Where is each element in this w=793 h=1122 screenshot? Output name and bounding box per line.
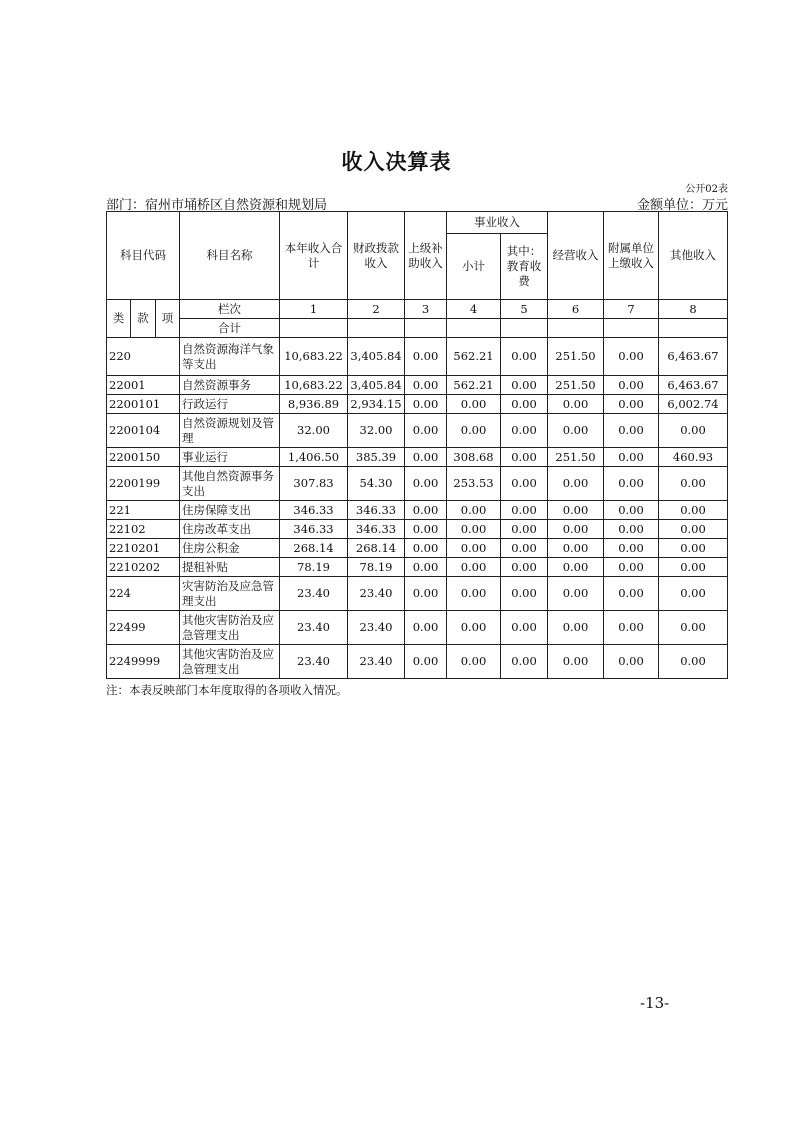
table-row (107, 414, 728, 448)
header-superior-subsidy: 上级补助收入 (405, 212, 447, 300)
amount-cell: 0.00 (405, 645, 447, 679)
amount-cell: 6,002.74 (659, 395, 728, 414)
amount-cell: 0.00 (501, 448, 548, 467)
amount-cell: 268.14 (348, 539, 405, 558)
subject-name-cell: 住房改革支出 (180, 520, 280, 539)
amount-cell: 251.50 (548, 338, 604, 376)
subject-code-cell: 2200199 (107, 467, 180, 501)
total-cell (659, 319, 728, 338)
table-row (107, 376, 728, 395)
amount-cell: 251.50 (548, 448, 604, 467)
amount-cell: 0.00 (659, 539, 728, 558)
amount-cell: 0.00 (548, 645, 604, 679)
column-number: 6 (548, 300, 604, 319)
amount-cell: 0.00 (548, 467, 604, 501)
amount-cell: 0.00 (501, 577, 548, 611)
amount-cell: 346.33 (280, 520, 348, 539)
amount-cell: 0.00 (447, 395, 501, 414)
amount-cell: 0.00 (405, 501, 447, 520)
subject-code-cell: 2210202 (107, 558, 180, 577)
amount-cell: 32.00 (280, 414, 348, 448)
table-row (107, 467, 728, 501)
amount-cell: 0.00 (604, 467, 659, 501)
amount-cell: 0.00 (604, 501, 659, 520)
subject-name-cell: 自然资源事务 (180, 376, 280, 395)
amount-cell: 6,463.67 (659, 376, 728, 395)
amount-cell: 23.40 (280, 577, 348, 611)
amount-cell: 0.00 (501, 645, 548, 679)
amount-cell: 0.00 (447, 501, 501, 520)
amount-cell: 0.00 (548, 611, 604, 645)
amount-cell: 0.00 (604, 539, 659, 558)
amount-cell: 0.00 (405, 376, 447, 395)
amount-cell: 0.00 (604, 577, 659, 611)
amount-cell: 0.00 (447, 577, 501, 611)
amount-cell: 0.00 (501, 520, 548, 539)
amount-cell: 0.00 (548, 501, 604, 520)
subject-code-cell: 2200101 (107, 395, 180, 414)
header-operating-income: 经营收入 (548, 212, 604, 300)
amount-cell: 0.00 (405, 539, 447, 558)
header-subject-code: 科目代码 (107, 212, 180, 300)
header-fiscal-allocation: 财政拨款收入 (348, 212, 405, 300)
table-row (107, 539, 728, 558)
subject-code-cell: 220 (107, 338, 180, 376)
amount-cell: 0.00 (447, 611, 501, 645)
amount-cell: 23.40 (280, 645, 348, 679)
amount-cell: 0.00 (405, 558, 447, 577)
total-cell (280, 319, 348, 338)
amount-cell: 0.00 (548, 539, 604, 558)
amount-cell: 10,683.22 (280, 376, 348, 395)
subject-code-cell: 22001 (107, 376, 180, 395)
total-cell (447, 319, 501, 338)
amount-cell: 0.00 (604, 376, 659, 395)
column-number: 5 (501, 300, 548, 319)
table-row (107, 577, 728, 611)
table-row (107, 520, 728, 539)
amount-cell: 0.00 (604, 611, 659, 645)
subject-name-cell: 事业运行 (180, 448, 280, 467)
header-education-fees: 其中：教育收费 (501, 234, 548, 300)
amount-cell: 0.00 (405, 577, 447, 611)
amount-cell: 0.00 (604, 448, 659, 467)
subject-code-cell: 2200104 (107, 414, 180, 448)
amount-cell: 0.00 (501, 467, 548, 501)
amount-cell: 0.00 (405, 414, 447, 448)
column-number: 3 (405, 300, 447, 319)
amount-cell: 0.00 (405, 395, 447, 414)
amount-cell: 78.19 (280, 558, 348, 577)
amount-cell: 0.00 (548, 520, 604, 539)
header-subject-name: 科目名称 (180, 212, 280, 300)
amount-cell: 0.00 (447, 539, 501, 558)
amount-cell: 23.40 (348, 577, 405, 611)
amount-cell: 0.00 (659, 577, 728, 611)
amount-unit-label: 金额单位：万元 (636, 198, 728, 213)
amount-cell: 0.00 (447, 558, 501, 577)
amount-cell: 308.68 (447, 448, 501, 467)
table-row (107, 611, 728, 645)
total-row-label: 合计 (180, 319, 280, 338)
column-number: 4 (447, 300, 501, 319)
amount-cell: 0.00 (659, 611, 728, 645)
amount-cell: 0.00 (604, 558, 659, 577)
amount-cell: 6,463.67 (659, 338, 728, 376)
header-xiang: 项 (156, 300, 180, 338)
amount-cell: 0.00 (659, 520, 728, 539)
subject-code-cell: 221 (107, 501, 180, 520)
amount-cell: 562.21 (447, 376, 501, 395)
subject-name-cell: 住房保障支出 (180, 501, 280, 520)
amount-cell: 23.40 (348, 645, 405, 679)
subject-name-cell: 灾害防治及应急管理支出 (180, 577, 280, 611)
amount-cell: 0.00 (405, 520, 447, 539)
column-number: 1 (280, 300, 348, 319)
department-label: 部门：宿州市埇桥区自然资源和规划局 (106, 198, 328, 213)
amount-cell: 10,683.22 (280, 338, 348, 376)
subject-code-cell: 224 (107, 577, 180, 611)
amount-cell: 0.00 (501, 501, 548, 520)
amount-cell: 0.00 (447, 520, 501, 539)
amount-cell: 460.93 (659, 448, 728, 467)
amount-cell: 346.33 (348, 501, 405, 520)
subject-code-cell: 22499 (107, 611, 180, 645)
table-row (107, 395, 728, 414)
amount-cell: 268.14 (280, 539, 348, 558)
amount-cell: 253.53 (447, 467, 501, 501)
amount-cell: 23.40 (280, 611, 348, 645)
amount-cell: 0.00 (447, 414, 501, 448)
table-row (107, 558, 728, 577)
amount-cell: 562.21 (447, 338, 501, 376)
subject-name-cell: 自然资源海洋气象等支出 (180, 338, 280, 376)
amount-cell: 0.00 (659, 414, 728, 448)
amount-cell: 0.00 (501, 395, 548, 414)
column-number: 2 (348, 300, 405, 319)
amount-cell: 2,934.15 (348, 395, 405, 414)
amount-cell: 0.00 (405, 611, 447, 645)
table-row (107, 338, 728, 376)
form-code: 公开02表 (685, 184, 728, 195)
header-kuan: 款 (131, 300, 156, 338)
amount-cell: 0.00 (501, 414, 548, 448)
header-total-income: 本年收入合计 (280, 212, 348, 300)
amount-cell: 0.00 (548, 414, 604, 448)
subject-name-cell: 其他灾害防治及应急管理支出 (180, 645, 280, 679)
amount-cell: 23.40 (348, 611, 405, 645)
amount-cell: 0.00 (604, 520, 659, 539)
page-number: -13- (640, 994, 670, 1012)
header-column-index: 栏次 (180, 300, 280, 319)
amount-cell: 0.00 (501, 338, 548, 376)
header-other-income: 其他收入 (659, 212, 728, 300)
header-affiliated-units: 附属单位上缴收入 (604, 212, 659, 300)
amount-cell: 346.33 (280, 501, 348, 520)
amount-cell: 54.30 (348, 467, 405, 501)
amount-cell: 32.00 (348, 414, 405, 448)
amount-cell: 0.00 (548, 558, 604, 577)
amount-cell: 0.00 (659, 558, 728, 577)
income-table (106, 211, 728, 679)
amount-cell: 0.00 (447, 645, 501, 679)
table-row (107, 645, 728, 679)
subject-name-cell: 住房公积金 (180, 539, 280, 558)
amount-cell: 1,406.50 (280, 448, 348, 467)
document-title: 收入决算表 (341, 150, 452, 174)
amount-cell: 385.39 (348, 448, 405, 467)
column-number: 8 (659, 300, 728, 319)
subject-name-cell: 其他灾害防治及应急管理支出 (180, 611, 280, 645)
amount-cell: 0.00 (659, 645, 728, 679)
subject-code-cell: 2200150 (107, 448, 180, 467)
subject-code-cell: 2210201 (107, 539, 180, 558)
amount-cell: 0.00 (604, 645, 659, 679)
amount-cell: 0.00 (548, 577, 604, 611)
amount-cell: 0.00 (659, 501, 728, 520)
table-note: 注：本表反映部门本年度取得的各项收入情况。 (106, 683, 348, 697)
amount-cell: 0.00 (501, 611, 548, 645)
total-cell (348, 319, 405, 338)
subject-name-cell: 提租补贴 (180, 558, 280, 577)
total-cell (405, 319, 447, 338)
amount-cell: 8,936.89 (280, 395, 348, 414)
amount-cell: 3,405.84 (348, 338, 405, 376)
total-cell (501, 319, 548, 338)
subject-name-cell: 自然资源规划及管理 (180, 414, 280, 448)
column-number: 7 (604, 300, 659, 319)
subject-name-cell: 行政运行 (180, 395, 280, 414)
amount-cell: 3,405.84 (348, 376, 405, 395)
amount-cell: 0.00 (604, 414, 659, 448)
subject-name-cell: 其他自然资源事务支出 (180, 467, 280, 501)
amount-cell: 346.33 (348, 520, 405, 539)
total-cell (548, 319, 604, 338)
header-subtotal: 小计 (447, 234, 501, 300)
table-row (107, 501, 728, 520)
subject-code-cell: 22102 (107, 520, 180, 539)
amount-cell: 0.00 (604, 338, 659, 376)
amount-cell: 0.00 (405, 338, 447, 376)
subject-code-cell: 2249999 (107, 645, 180, 679)
amount-cell: 0.00 (501, 558, 548, 577)
table-row (107, 448, 728, 467)
header-lei: 类 (107, 300, 131, 338)
amount-cell: 78.19 (348, 558, 405, 577)
amount-cell: 0.00 (659, 467, 728, 501)
amount-cell: 0.00 (405, 448, 447, 467)
amount-cell: 0.00 (548, 395, 604, 414)
amount-cell: 307.83 (280, 467, 348, 501)
amount-cell: 0.00 (501, 376, 548, 395)
amount-cell: 0.00 (501, 539, 548, 558)
header-business-income: 事业收入 (447, 212, 548, 234)
amount-cell: 0.00 (604, 395, 659, 414)
amount-cell: 0.00 (405, 467, 447, 501)
table-body (107, 338, 728, 679)
amount-cell: 251.50 (548, 376, 604, 395)
total-cell (604, 319, 659, 338)
